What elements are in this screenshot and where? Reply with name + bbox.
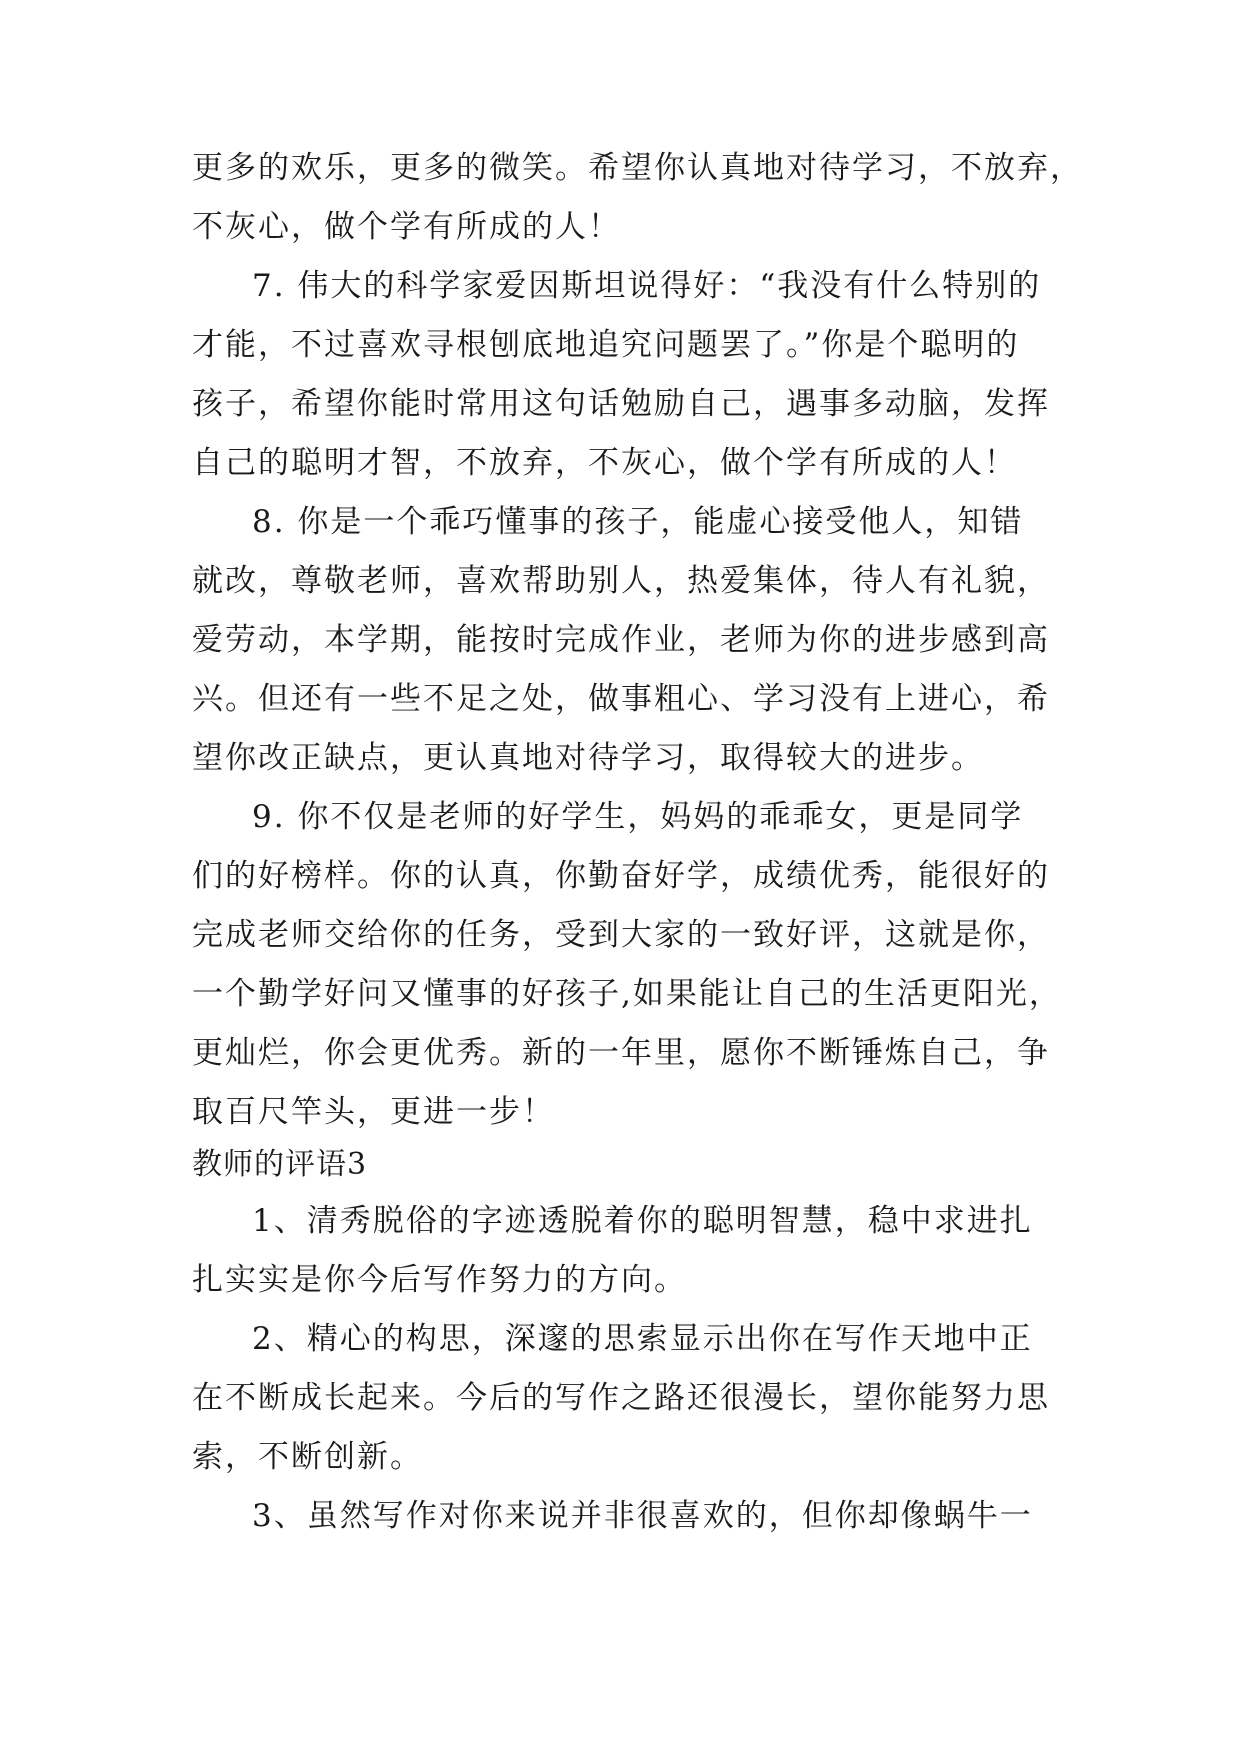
text-line: 才能，不过喜欢寻根刨底地追究问题罢了。”你是个聪明的 [192,327,1020,363]
paragraph-start-line: 7. 伟大的科学家爱因斯坦说得好：“我没有什么特别的 [252,268,1042,304]
text-line: 完成老师交给你的任务，受到大家的一致好评，这就是你， [192,917,1050,953]
paragraph-start-line: 1、清秀脱俗的字迹透脱着你的聪明智慧，稳中求进扎 [252,1203,1033,1239]
text-line: 在不断成长起来。今后的写作之路还很漫长，望你能努力思 [192,1380,1050,1416]
text-line: 更多的欢乐，更多的微笑。希望你认真地对待学习，不放弃， [192,150,1083,186]
text-line: 索，不断创新。 [192,1439,423,1475]
text-line: 不灰心，做个学有所成的人！ [192,209,621,245]
paragraph-start-line: 9. 你不仅是老师的好学生，妈妈的乖乖女，更是同学 [252,799,1024,835]
text-line: 爱劳动，本学期，能按时完成作业，老师为你的进步感到高 [192,622,1050,658]
text-line: 扎实实是你今后写作努力的方向。 [192,1262,687,1298]
section-heading: 教师的评语3 [192,1147,368,1182]
text-line: 望你改正缺点，更认真地对待学习，取得较大的进步。 [192,740,984,776]
text-line: 就改，尊敬老师，喜欢帮助别人，热爱集体，待人有礼貌， [192,563,1050,599]
paragraph-start-line: 3、虽然写作对你来说并非很喜欢的，但你却像蜗牛一 [252,1498,1033,1534]
text-line: 一个勤学好问又懂事的好孩子,如果能让自己的生活更阳光， [192,976,1062,1012]
text-line: 兴。但还有一些不足之处，做事粗心、学习没有上进心，希 [192,681,1050,717]
text-line: 孩子，希望你能时常用这句话勉励自己，遇事多动脑，发挥 [192,386,1050,422]
paragraph-start-line: 8. 你是一个乖巧懂事的孩子，能虚心接受他人，知错 [252,504,1024,540]
text-line: 们的好榜样。你的认真，你勤奋好学，成绩优秀，能很好的 [192,858,1050,894]
text-line: 更灿烂，你会更优秀。新的一年里，愿你不断锤炼自己，争 [192,1035,1050,1071]
text-line: 自己的聪明才智，不放弃，不灰心，做个学有所成的人！ [192,445,1017,481]
paragraph-start-line: 2、精心的构思，深邃的思索显示出你在写作天地中正 [252,1321,1033,1357]
text-line: 取百尺竿头，更进一步！ [192,1094,555,1130]
